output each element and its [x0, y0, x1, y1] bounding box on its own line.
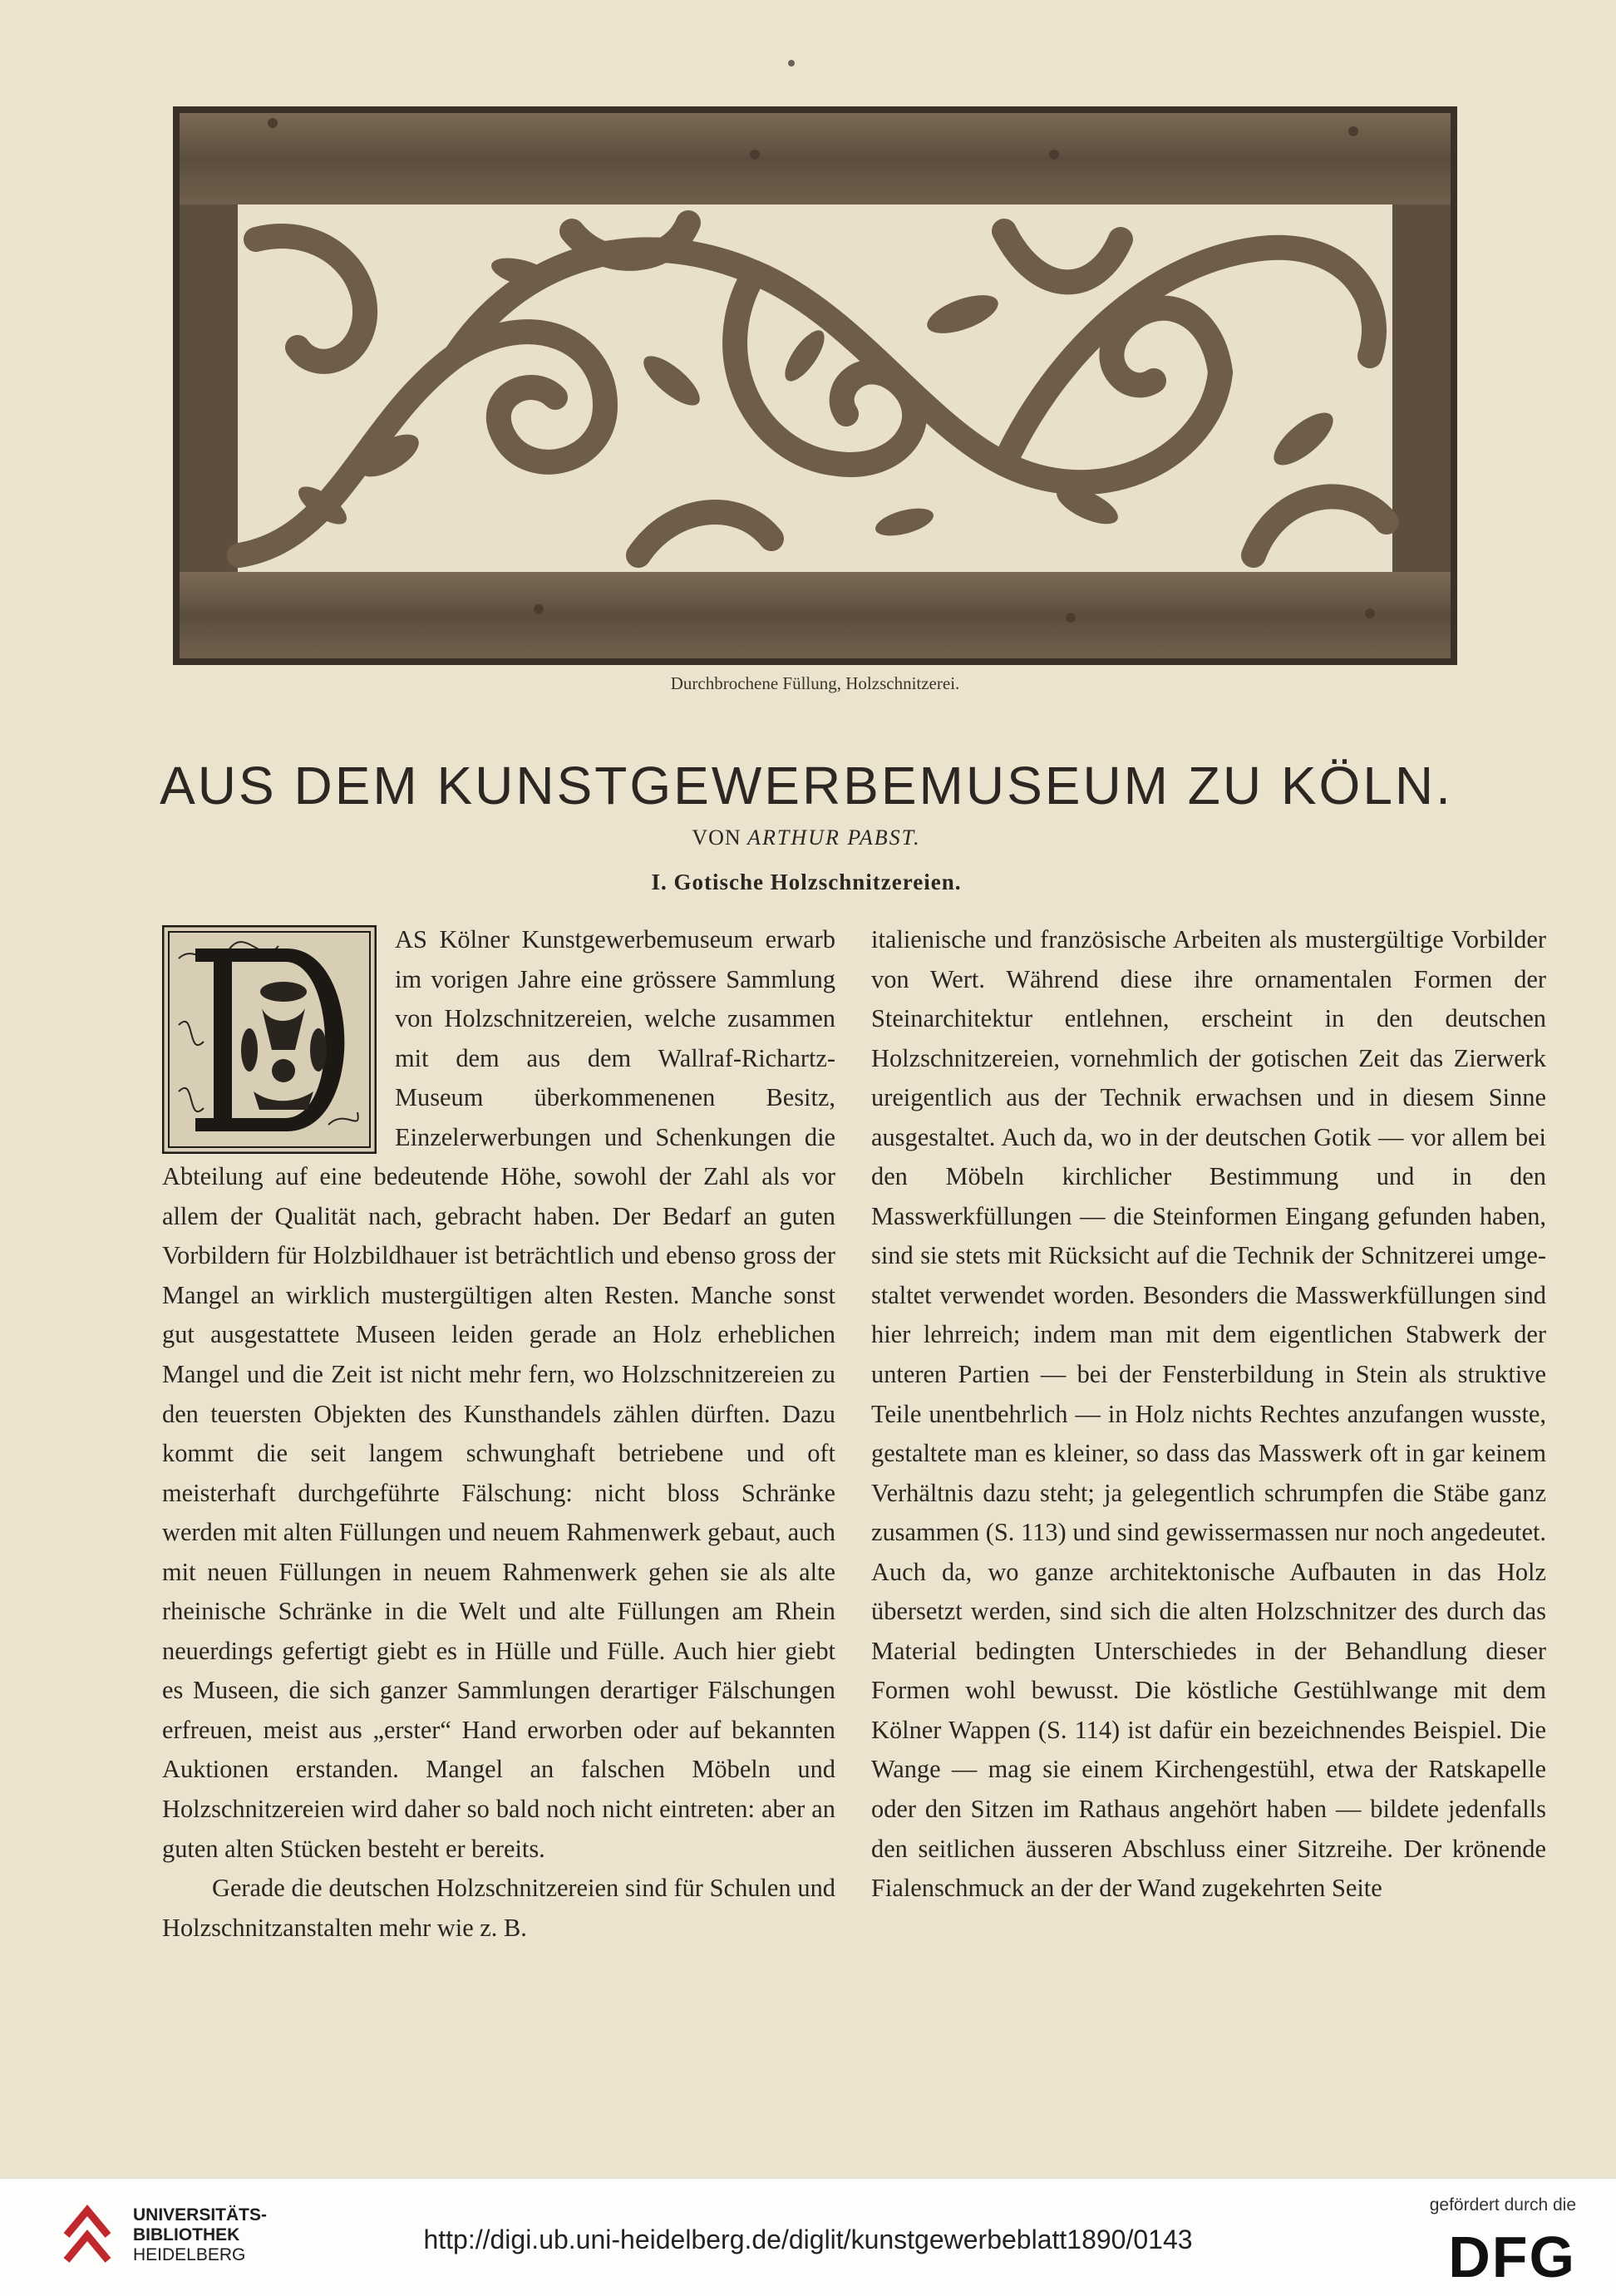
text-column-left — [162, 920, 835, 1948]
figure-caption: Durchbrochene Füllung, Holzschnitzerei. — [670, 673, 960, 693]
author-name: ARTHUR PABST. — [747, 825, 921, 850]
section-heading: I. Gotische Holzschnitzereien. — [651, 870, 962, 894]
paragraph-left-1: AS Kölner Kunstgewerbemuseum erwarb im vorigen Jahre eine grössere Sammlung von Holzschnitzereien, welche zusammen mit dem aus dem Wallraf-Richartz-Museum überkommenenen Besitz, Einzelerwerbungen und Schenkungen die Abteilung auf eine bedeutende Höhe, sowohl der Zahl als vor allem der Qualität nach, gebracht haben. Der Bedarf an guten Vorbildern für Holzbildhauer ist beträchtlich und ebenso gross der Mangel an wirklich mustergültigen alten Resten. Manche sonst gut ausgestattete Museen leiden gerade an Holz erheblichen Mangel und die Zeit ist nicht mehr fern, wo Holzschnitzereien zu den teuersten Objekten des Kunsthandels zählen dürften. Dazu kommt die seit langem schwunghaft betriebene und oft meisterhaft durchgeführte Fälschung: nicht bloss Schränke werden mit alten Füllungen und neuem Rahmenwerk gebaut, auch mit neuen Füllungen in neuem Rahmenwerk gehen sie als alte rheinische Schränke in die Welt und alte Füllungen am Rhein neuerdings gefertigt giebt es in Hülle und Fülle. Auch hier giebt es Museen, die sich ganzer Sammlungen derartiger Fälschungen erfreuen, meist aus „erster“ Hand erworben oder auf bekannten Auktionen erstanden. Mangel an falschen Möbeln und Holzschnitzereien wird daher so bald noch nicht eintreten: aber an guten alten Stücken besteht er bereits. — [162, 925, 835, 1863]
ink-speck — [788, 60, 795, 67]
byline-prefix: VON — [692, 825, 741, 850]
digitization-footer — [0, 2178, 1616, 2296]
library-name-line2: BIBLIOTHEK — [133, 2225, 240, 2244]
library-name-line1: UNIVERSITÄTS- — [133, 2205, 268, 2225]
library-name-line3: HEIDELBERG — [133, 2245, 246, 2264]
funding-label: gefördert durch die — [1429, 2195, 1576, 2215]
article-title: AUS DEM KUNSTGEWERBEMUSEUM ZU KÖLN. — [160, 756, 1453, 815]
text-column-right — [871, 920, 1546, 1909]
woodcarving-illustration — [173, 106, 1457, 665]
paragraph-right-1: italienische und französische Arbeiten als mustergültige Vorbilder von Wert. Während diese ihre ornamentalen Formen der Steinarchitektur entlehnen, erscheint in den deutschen Holzschnitzereien, vornehmlich der gotischen Zeit das Zierwerk ureigentlich aus der Technik erwachsen und in diesem Sinne ausgestaltet. Auch da, wo in der deutschen Gotik — vor allem bei den Möbeln kirchlicher Bestimmung und in den Masswerkfüllungen — die Steinformen Eingang gefunden haben, sind sie stets mit Rücksicht auf die Technik der Schnitzerei umgestaltet verwendet worden. Besonders die Masswerkfüllungen sind hier lehrreich; indem man mit dem eigentlichen Stabwerk der unteren Partien — bei der Fensterbildung in Stein als struktive Teile unentbehrlich — in Holz nichts Rechtes anzufangen wusste, gestaltete man es kleiner, so dass das Masswerk oft in gar keinem Verhältnis dazu steht; ja gelegentlich schrumpfen die Stäbe ganz zusammen (S. 113) und sind gewissermassen nur noch angedeutet. Auch da, wo ganze architektonische Aufbauten in das Holz übersetzt werden, sind sich die alten Holzschnitzer des durch das Material bedingten Unterschiedes in der Behandlung dieser Formen wohl bewusst. Die köstliche Gestühlwange mit dem Kölner Wappen (S. 114) ist dafür ein bezeichnendes Beispiel. Die Wange — mag sie einem Kirchengestühl, etwa der Ratskapelle oder den Sitzen im Rathaus angehört haben — bildete jedenfalls den seitlichen äusseren Abschluss einer Sitzreihe. Der krönende Fialenschmuck an der der Wand zugekehrten Seite — [871, 925, 1546, 1903]
dfg-logo: DFG — [1448, 2225, 1576, 2289]
decorated-initial-d — [162, 925, 377, 1154]
permalink-url[interactable]: http://digi.ub.uni-heidelberg.de/diglit/kunstgewerbeblatt1890/0143 — [423, 2225, 1193, 2254]
paragraph-left-2: Gerade die deutschen Holzschnitzereien sind für Schulen und Holzschnitzanstalten mehr wie z. B. — [162, 1874, 835, 1942]
article-byline — [150, 825, 1463, 850]
